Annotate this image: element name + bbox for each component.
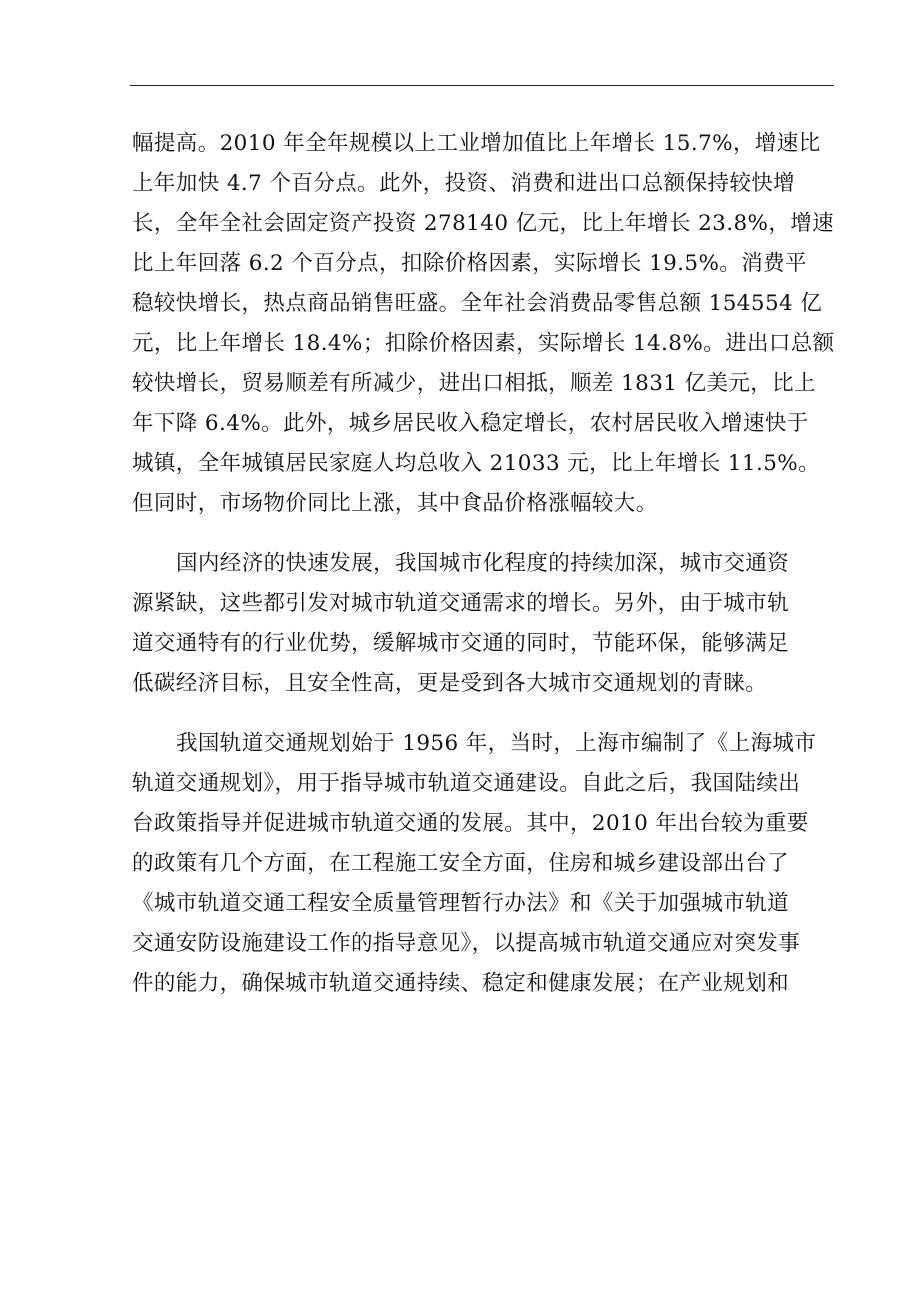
text-line: 道交通特有的行业优势，缓解城市交通的同时，节能环保，能够满足	[132, 631, 790, 656]
body-text	[132, 124, 835, 1004]
paragraph-economy-stats	[132, 124, 835, 524]
text-line: 交通安防设施建设工作的指导意见》，以提高城市轨道交通应对突发事	[132, 931, 801, 956]
paragraph-urban-transit-demand	[132, 544, 832, 704]
text-line: 上年加快 4.7 个百分点。此外，投资、消费和进出口总额保持较快增	[132, 171, 796, 196]
paragraph-transit-policy	[132, 724, 832, 1004]
text-line: 源紧缺，这些都引发对城市轨道交通需求的增长。另外，由于城市轨	[132, 591, 790, 616]
text-line: 但同时，市场物价同比上涨，其中食品价格涨幅较大。	[132, 491, 658, 516]
text-line: 台政策指导并促进城市轨道交通的发展。其中，2010 年出台较为重要	[132, 811, 809, 836]
text-line: 城镇，全年城镇居民家庭人均总收入 21033 元，比上年增长 11.5%。	[132, 451, 821, 476]
text-line: 比上年回落 6.2 个百分点，扣除价格因素，实际增长 19.5%。消费平	[132, 251, 807, 276]
text-line: 较快增长，贸易顺差有所减少，进出口相抵，顺差 1831 亿美元，比上	[132, 371, 816, 396]
text-line: 我国轨道交通规划始于 1956 年，当时，上海市编制了《上海城市	[176, 731, 817, 756]
text-line: 的政策有几个方面，在工程施工安全方面，住房和城乡建设部出台了	[132, 851, 790, 876]
text-line: 件的能力，确保城市轨道交通持续、稳定和健康发展；在产业规划和	[132, 971, 790, 996]
text-line: 轨道交通规划》，用于指导城市轨道交通建设。自此之后，我国陆续出	[132, 771, 801, 796]
text-line: 低碳经济目标，且安全性高，更是受到各大城市交通规划的青睐。	[132, 671, 768, 696]
text-line: 国内经济的快速发展，我国城市化程度的持续加深，城市交通资	[176, 551, 790, 576]
text-line: 长，全年全社会固定资产投资 278140 亿元，比上年增长 23.8%，增速	[132, 211, 835, 236]
text-line: 幅提高。2010 年全年规模以上工业增加值比上年增长 15.7%，增速比	[132, 131, 821, 156]
text-line: 《城市轨道交通工程安全质量管理暂行办法》和《关于加强城市轨道	[132, 891, 790, 916]
text-line: 年下降 6.4%。此外，城乡居民收入稳定增长，农村居民收入增速快于	[132, 411, 809, 436]
text-line: 元，比上年增长 18.4%；扣除价格因素，实际增长 14.8%。进出口总额	[132, 331, 835, 356]
text-line: 稳较快增长，热点商品销售旺盛。全年社会消费品零售总额 154554 亿	[132, 291, 823, 316]
header-rule	[130, 85, 834, 86]
